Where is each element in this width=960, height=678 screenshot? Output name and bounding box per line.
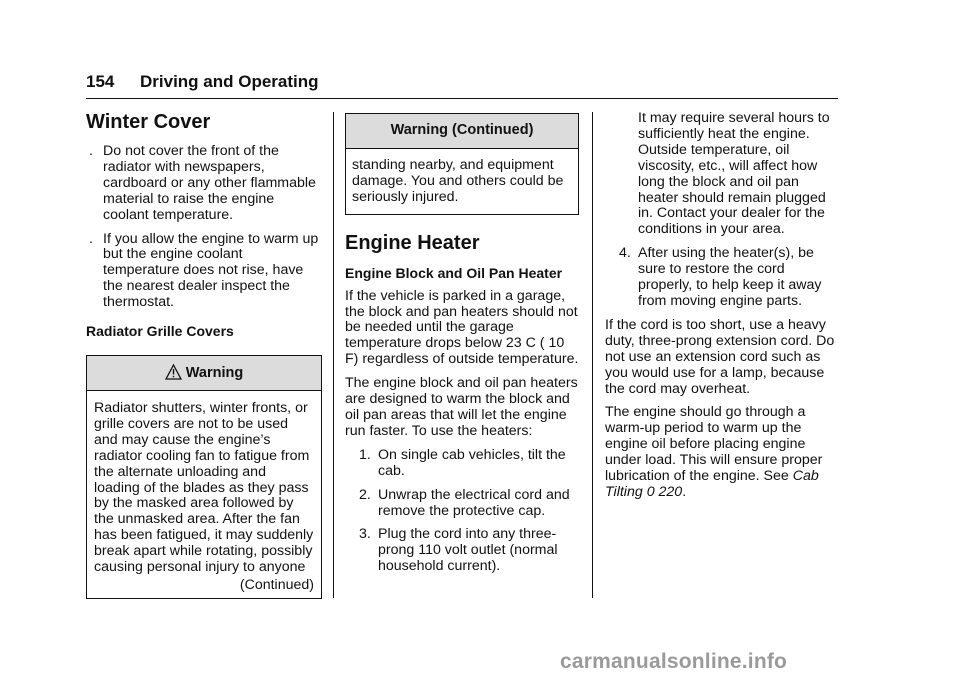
warning-continued-box — [345, 113, 579, 215]
list-item — [345, 527, 579, 575]
paragraph-text: The engine should go through a warm-up period to warm up the engine oil before placing engine under load. This will ensure proper lubrication of the engine. See — [605, 404, 823, 485]
column-3 — [605, 111, 841, 509]
warning-triangle-icon — [165, 364, 182, 380]
paragraph: If the vehicle is parked in a garage, the block and pan heaters should not be needed until the garage temperature drops below 23 C ( 10 F) regardless of outside temperature. — [345, 287, 579, 368]
paragraph: The engine should go through a warm-up period to warm up the engine oil before placing engine under load. This will ensure proper lubrication of the engine. See Cab Tilting 0 220. — [605, 404, 823, 500]
page-number: 154 — [86, 72, 115, 91]
page-ref-arrow-icon: 0 — [646, 483, 655, 500]
list-item — [605, 246, 841, 310]
list-item — [345, 448, 579, 480]
step-text: On single cab vehicles, tilt the cab. — [378, 446, 566, 479]
step-number: 3. — [359, 526, 371, 543]
step-3-continuation: It may require several hours to sufficiently heat the engine. Outside temperature, oil viscosity, etc., will affect how long the block and oil pan heater should remain plugged in. Contact your dealer for the conditions in your area. — [638, 110, 830, 238]
column-2 — [345, 113, 579, 583]
list-item — [345, 488, 579, 520]
step-text: Plug the cord into any three-prong 110 volt outlet (normal household current). — [378, 526, 558, 575]
bullet-text: Do not cover the front of the radiator with newspapers, cardboard or any other flammable material to raise the engine coolant temperature. — [103, 143, 316, 223]
warning-title: Warning — [185, 365, 244, 382]
watermark: carmanualsonline.info — [560, 650, 788, 673]
bullet-text: If you allow the engine to warm up but the engine coolant temperature does not rise, have the nearest dealer inspect the thermostat. — [103, 230, 319, 311]
warning-body — [87, 391, 321, 598]
winter-cover-heading: Winter Cover — [86, 111, 211, 133]
page-ref-number: 220 — [658, 483, 683, 500]
continued-label: (Continued) — [239, 576, 314, 593]
section-title: Driving and Operating — [140, 72, 319, 91]
bullet-icon: . — [89, 143, 93, 159]
header-rule — [86, 98, 838, 99]
column-divider-1 — [333, 112, 334, 598]
step-number: 2. — [359, 486, 371, 503]
warning-text: Radiator shutters, winter fronts, or grille covers are not to be used and may cause the engine’s radiator cooling fan to fatigue from the alternate unloading and loading of the blades as they pass by the masked area followed by the unmasked area. After the fan has been fatigued, it may suddenly break apart while rotating, possibly causing personal injury to anyone — [94, 399, 314, 576]
warning-box — [86, 355, 322, 599]
step-number: 4. — [619, 245, 631, 262]
step-number: 1. — [359, 446, 371, 463]
warning-continued-text: standing nearby, and equipment damage. You and others could be seriously injured. — [352, 156, 564, 205]
paragraph: If the cord is too short, use a heavy duty, three-prong extension cord. Do not use an extension cord such as you would use for a lamp, because the cord may overheat. — [605, 316, 835, 397]
bullet-icon: . — [89, 230, 93, 247]
column-divider-2 — [592, 112, 593, 598]
block-heater-subheading: Engine Block and Oil Pan Heater — [345, 264, 563, 281]
cab-tilting-link[interactable]: Cab Tilting 0 220 — [605, 468, 819, 500]
engine-heater-heading: Engine Heater — [345, 231, 480, 254]
paragraph: The engine block and oil pan heaters are designed to warm the block and oil pan areas that will let the engine run faster. To use the heaters: — [345, 375, 578, 439]
list-item — [86, 232, 322, 312]
step-text: Unwrap the electrical cord and remove the protective cap. — [378, 486, 570, 519]
warning-header — [87, 356, 321, 391]
radiator-grille-covers-heading: Radiator Grille Covers — [86, 323, 234, 340]
step-text: After using the heater(s), be sure to restore the cord properly, to help keep it away from moving engine parts. — [638, 245, 822, 309]
list-item — [86, 144, 322, 224]
warning-continued-header: Warning (Continued) — [346, 114, 578, 149]
column-1 — [86, 110, 322, 599]
